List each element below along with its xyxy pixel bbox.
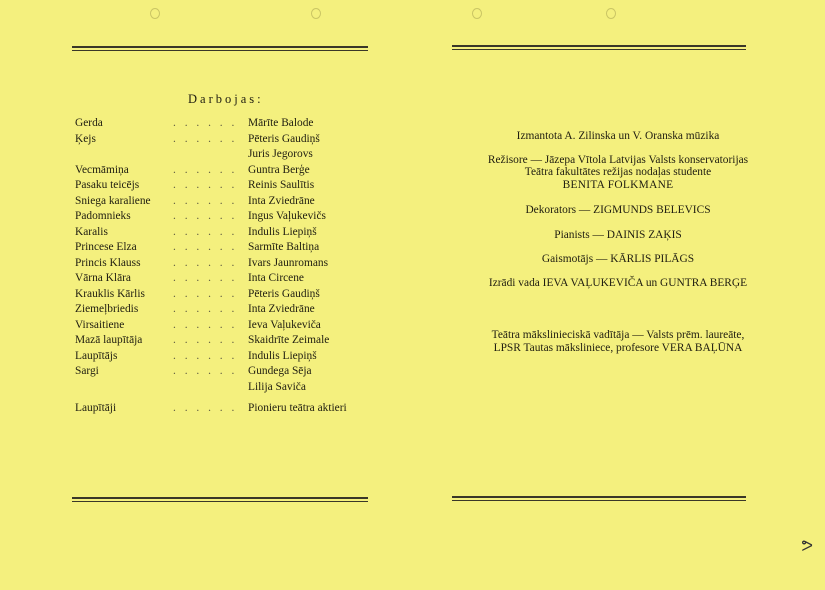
actor-names [248,318,321,334]
actor-names [248,333,329,349]
actor-names [248,302,315,318]
role-name: Padomnieks [75,210,131,222]
leader-dots: . . . . . . [173,402,238,414]
music-credit: Izmantota A. Zilinska un V. Oranska mūzika [516,130,720,142]
artistic-director-line-2: LPSR Tautas māksliniece, profesore VERA BAĻŪNA [493,342,743,354]
bottom-rule-right [452,496,746,501]
actor-name: Lilija Saviča [248,380,306,393]
leader-dots: . . . . . . [173,256,238,269]
actor-name: Juris Jegorovs [248,148,313,160]
director-name: BENITA FOLKMANE [562,179,674,191]
cast-row [75,401,375,417]
actor-name: Pionieru teātra aktieri [248,402,347,414]
actor-name: Skaidrīte Zeimale [248,334,330,346]
cast-row [75,318,375,334]
role-name: Mazā laupītāja [75,334,143,346]
role-name: Pasaku teicējs [75,179,140,191]
bottom-rule-left [72,497,368,502]
director-line-1: Režisore — Jāzepa Vītola Latvijas Valsts konservatorijas [487,154,749,166]
cast-row [75,240,375,256]
actor-name: Inta Zviedrāne [248,194,315,207]
actor-name: Indulis Liepiņš [248,225,317,238]
cast-list [75,116,375,417]
leader-dots: . . . . . . [173,210,238,222]
punch-hole [311,8,321,19]
role-name: Karalis [75,225,108,238]
actor-name: Pēteris Gaudiņš [248,287,320,300]
leader-dots: . . . . . . [173,132,238,145]
cast-row [75,194,375,210]
role-name: Vecmāmiņa [75,163,129,176]
role-name: Krauklis Kārlis [75,287,145,300]
actor-names [248,401,347,417]
actor-names [248,256,328,272]
cast-row [75,163,375,179]
cast-row [75,132,375,163]
actor-names [248,240,319,256]
actor-names [248,271,304,287]
staged-by-credit: Izrādi vada IEVA VAĻUKEVIČA un GUNTRA BERĢE [488,277,748,289]
leader-dots: . . . . . . [173,194,238,207]
pianist-credit: Pianists — DAINIS ZAĶIS [554,229,682,241]
actor-name: Gundega Sēja [248,365,312,377]
actor-names [248,209,326,225]
cast-heading: Darbojas: [188,92,264,106]
actor-name: Inta Zviedrāne [248,303,315,315]
decorator-credit: Dekorators — ZIGMUNDS BELEVICS [525,204,711,216]
director-line-2: Teātra fakultātes režijas nodaļas studente [524,166,712,178]
leader-dots: . . . . . . [173,117,238,129]
cast-row [75,178,375,194]
cast-row [75,271,375,287]
actor-name: Inta Circene [248,272,304,284]
actor-name: Guntra Berģe [248,163,310,176]
punch-hole [150,8,160,19]
punch-hole [472,8,482,19]
role-name: Ķejs [75,132,96,145]
actor-name: Reinis Saulītis [248,179,315,191]
actor-name: Sarmīte Baltiņa [248,241,320,253]
actor-names [248,163,310,179]
actor-names [248,349,317,365]
actor-name: Indulis Liepiņš [248,349,317,362]
cast-row [75,364,375,395]
actor-names [248,364,312,395]
actor-names [248,178,314,194]
role-name: Vārna Klāra [75,272,131,284]
actor-names [248,132,320,163]
punch-hole [606,8,616,19]
top-rule-right [452,45,746,50]
actor-name: Pēteris Gaudiņš [248,132,320,145]
artistic-director-line-1: Teātra mākslinieciskā vadītāja — Valsts prēm. laureāte, [491,329,745,341]
leader-dots: . . . . . . [173,318,238,331]
actor-names [248,116,313,132]
actor-name: Ivars Jaunromans [248,256,329,269]
handwritten-mark: ᕗ [801,538,813,555]
actor-name: Mārīte Balode [248,117,314,129]
leader-dots: . . . . . . [173,163,238,176]
role-name: Laupītājs [75,349,118,362]
role-name: Princese Elza [75,241,137,253]
actor-names [248,194,315,210]
leader-dots: . . . . . . [173,334,238,346]
actor-name: Ingus Vaļukevičs [248,210,326,222]
leader-dots: . . . . . . [173,365,238,377]
leader-dots: . . . . . . [173,272,238,284]
leader-dots: . . . . . . [173,179,238,191]
leader-dots: . . . . . . [173,303,238,315]
cast-row [75,333,375,349]
leader-dots: . . . . . . [173,241,238,253]
role-name: Ziemeļbriedis [75,303,139,315]
actor-names [248,287,320,303]
role-name: Laupītāji [75,402,117,414]
cast-row [75,287,375,303]
role-name: Virsaitiene [75,318,125,331]
leader-dots: . . . . . . [173,287,238,300]
role-name: Princis Klauss [75,256,141,269]
top-rule-left [72,46,368,51]
role-name: Gerda [75,117,103,129]
cast-row [75,302,375,318]
cast-row [75,116,375,132]
lighting-credit: Gaismotājs — KĀRLIS PILĀGS [541,253,695,265]
actor-name: Ieva Vaļukeviča [248,318,321,331]
leader-dots: . . . . . . [173,349,238,362]
leader-dots: . . . . . . [173,225,238,238]
cast-row [75,256,375,272]
cast-row [75,209,375,225]
cast-row [75,225,375,241]
cast-row [75,349,375,365]
role-name: Sniega karaliene [75,194,151,207]
role-name: Sargi [75,365,99,377]
actor-names [248,225,317,241]
